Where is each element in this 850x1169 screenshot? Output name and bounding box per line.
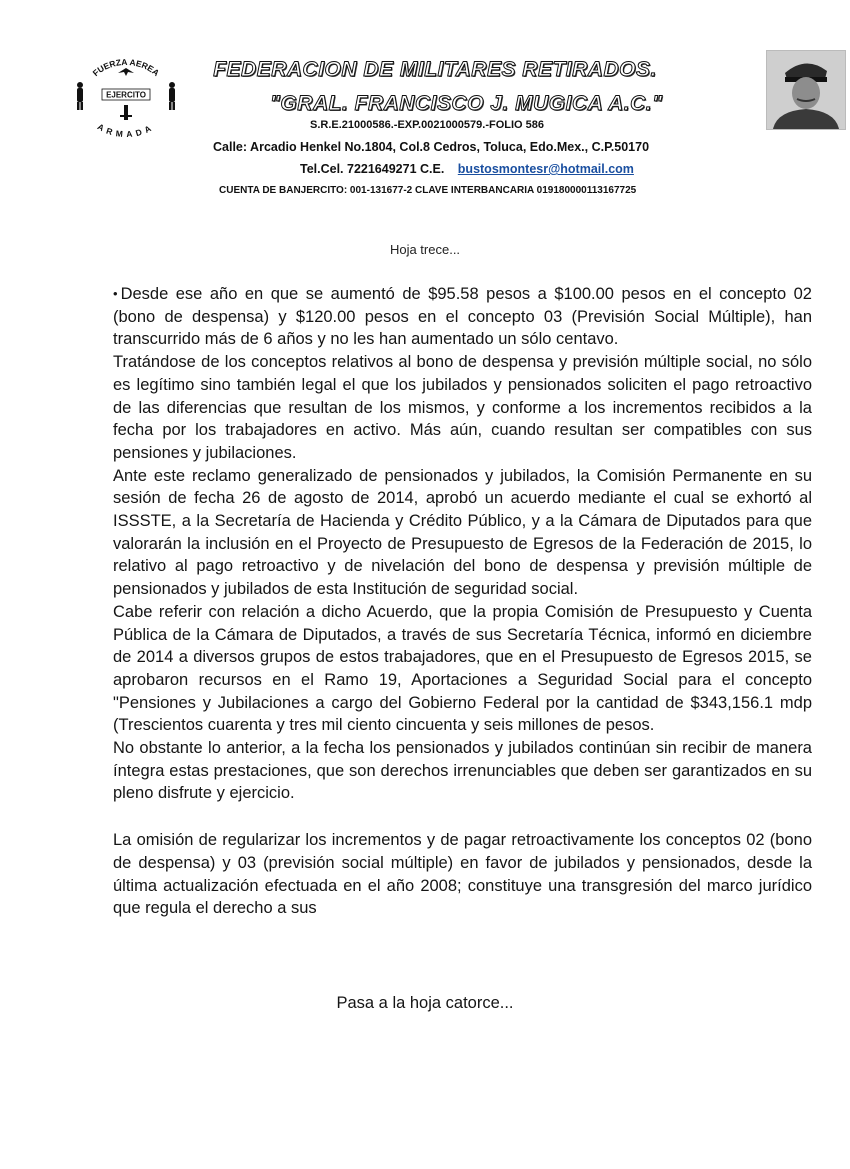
paragraph-1 xyxy=(113,283,812,351)
svg-text:ARMADA xyxy=(96,121,156,137)
seal-top-text: FUERZA AEREA xyxy=(90,56,162,79)
contact-line xyxy=(300,162,634,176)
portrait-icon xyxy=(767,51,845,129)
sheet-number-label: Hoja trece... xyxy=(389,242,461,257)
paragraph-6: La omisión de regularizar los incrementos y de pagar retroactivamente los conceptos 02 (bono de despensa) y 03 (previsión social múltiple) en favor de jubilados y pensionados, desde la última actualización efectuada en el año 2008; constituye una transgresión del marco jurídico que regula el derecho a sus xyxy=(113,831,812,918)
postal-address: Calle: Arcadio Henkel No.1804, Col.8 Cedros, Toluca, Edo.Mex., C.P.50170 xyxy=(213,140,650,154)
phone-number: Tel.Cel. 7221649271 C.E. xyxy=(300,162,445,176)
paragraph-3: Ante este reclamo generalizado de pensionados y jubilados, la Comisión Permanente en su sesión de fecha 26 de agosto de 2014, aprobó un acuerdo mediante el cual se exhortó al ISSSTE, a la Secretaría de Hacienda y Crédito Público, y a la Cámara de Diputados para que valorarán la inclusión en el Proyecto de Presupuesto de Egresos de la Federación de 2015, lo relativo al pago retroactivo y de nivelación del bono de despensa y previsión múltiple de pensionados y jubilados de esta Institución de seguridad social. xyxy=(113,466,812,599)
organization-subname: "GRAL. FRANCISCO J. MUGICA A.C." xyxy=(270,92,663,115)
paragraph-5: No obstante lo anterior, a la fecha los pensionados y jubilados continúan sin recibir de manera íntegra estas prestaciones, que son derechos irrenunciables que deben ser garantizados en su pleno disfrute y ejercicio. xyxy=(113,739,812,803)
seal-center-text: EJERCITO xyxy=(106,90,146,100)
continuation-note: Pasa a la hoja catorce... xyxy=(336,994,514,1012)
portrait-photo xyxy=(766,50,846,130)
bullet-icon: • xyxy=(113,286,118,301)
letter-body xyxy=(113,283,812,920)
bank-account: CUENTA DE BANJERCITO: 001-131677-2 CLAVE INTERBANCARIA 019180000113167725 xyxy=(219,185,637,196)
organization-name: FEDERACION DE MILITARES RETIRADOS. xyxy=(213,58,657,81)
paragraph-4: Cabe referir con relación a dicho Acuerdo, que la propia Comisión de Presupuesto y Cuenta Pública de la Cámara de Diputados, a través de sus Secretaría Técnica, informó en diciembre de 2014 a diversos grupos de estos trabajadores, que en el Presupuesto de Egresos 2015, se aprobaron recursos en el Ramo 19, Aportaciones a Seguridad Social para el concepto "Pensiones y Jubilaciones a cargo del Gobierno Federal por la cantidad de $343,156.1 mdp (Trescientos cuarenta y tres mil ciento cincuenta y seis millones de pesos. xyxy=(113,602,812,735)
paragraph-text: Desde ese año en que se aumentó de $95.58 pesos a $100.00 pesos en el concepto 02 (bono de despensa) y $120.00 pesos en el concepto 03 (Previsión Social Múltiple), han transcurrido más de 6 años y no les han aumentado un sólo centavo. xyxy=(113,285,812,349)
seal-bottom-text: ARMADA xyxy=(95,121,157,137)
paragraph-2: Tratándose de los conceptos relativos al bono de despensa y previsión múltiple social, no sólo es legítimo sino también legal el que los jubilados y pensionados soliciten el pago retroactivo de las diferencias que resultan de los mismos, y conforme a los incrementos recibidos a la fecha por los trabajadores en activo. Más aún, cuando resultan ser compatibles con sus pensiones y jubilaciones. xyxy=(113,353,812,462)
registration-reference: S.R.E.21000586.-EXP.0021000579.-FOLIO 586 xyxy=(310,119,545,131)
email-link[interactable]: bustosmontesr@hotmail.com xyxy=(457,162,634,176)
